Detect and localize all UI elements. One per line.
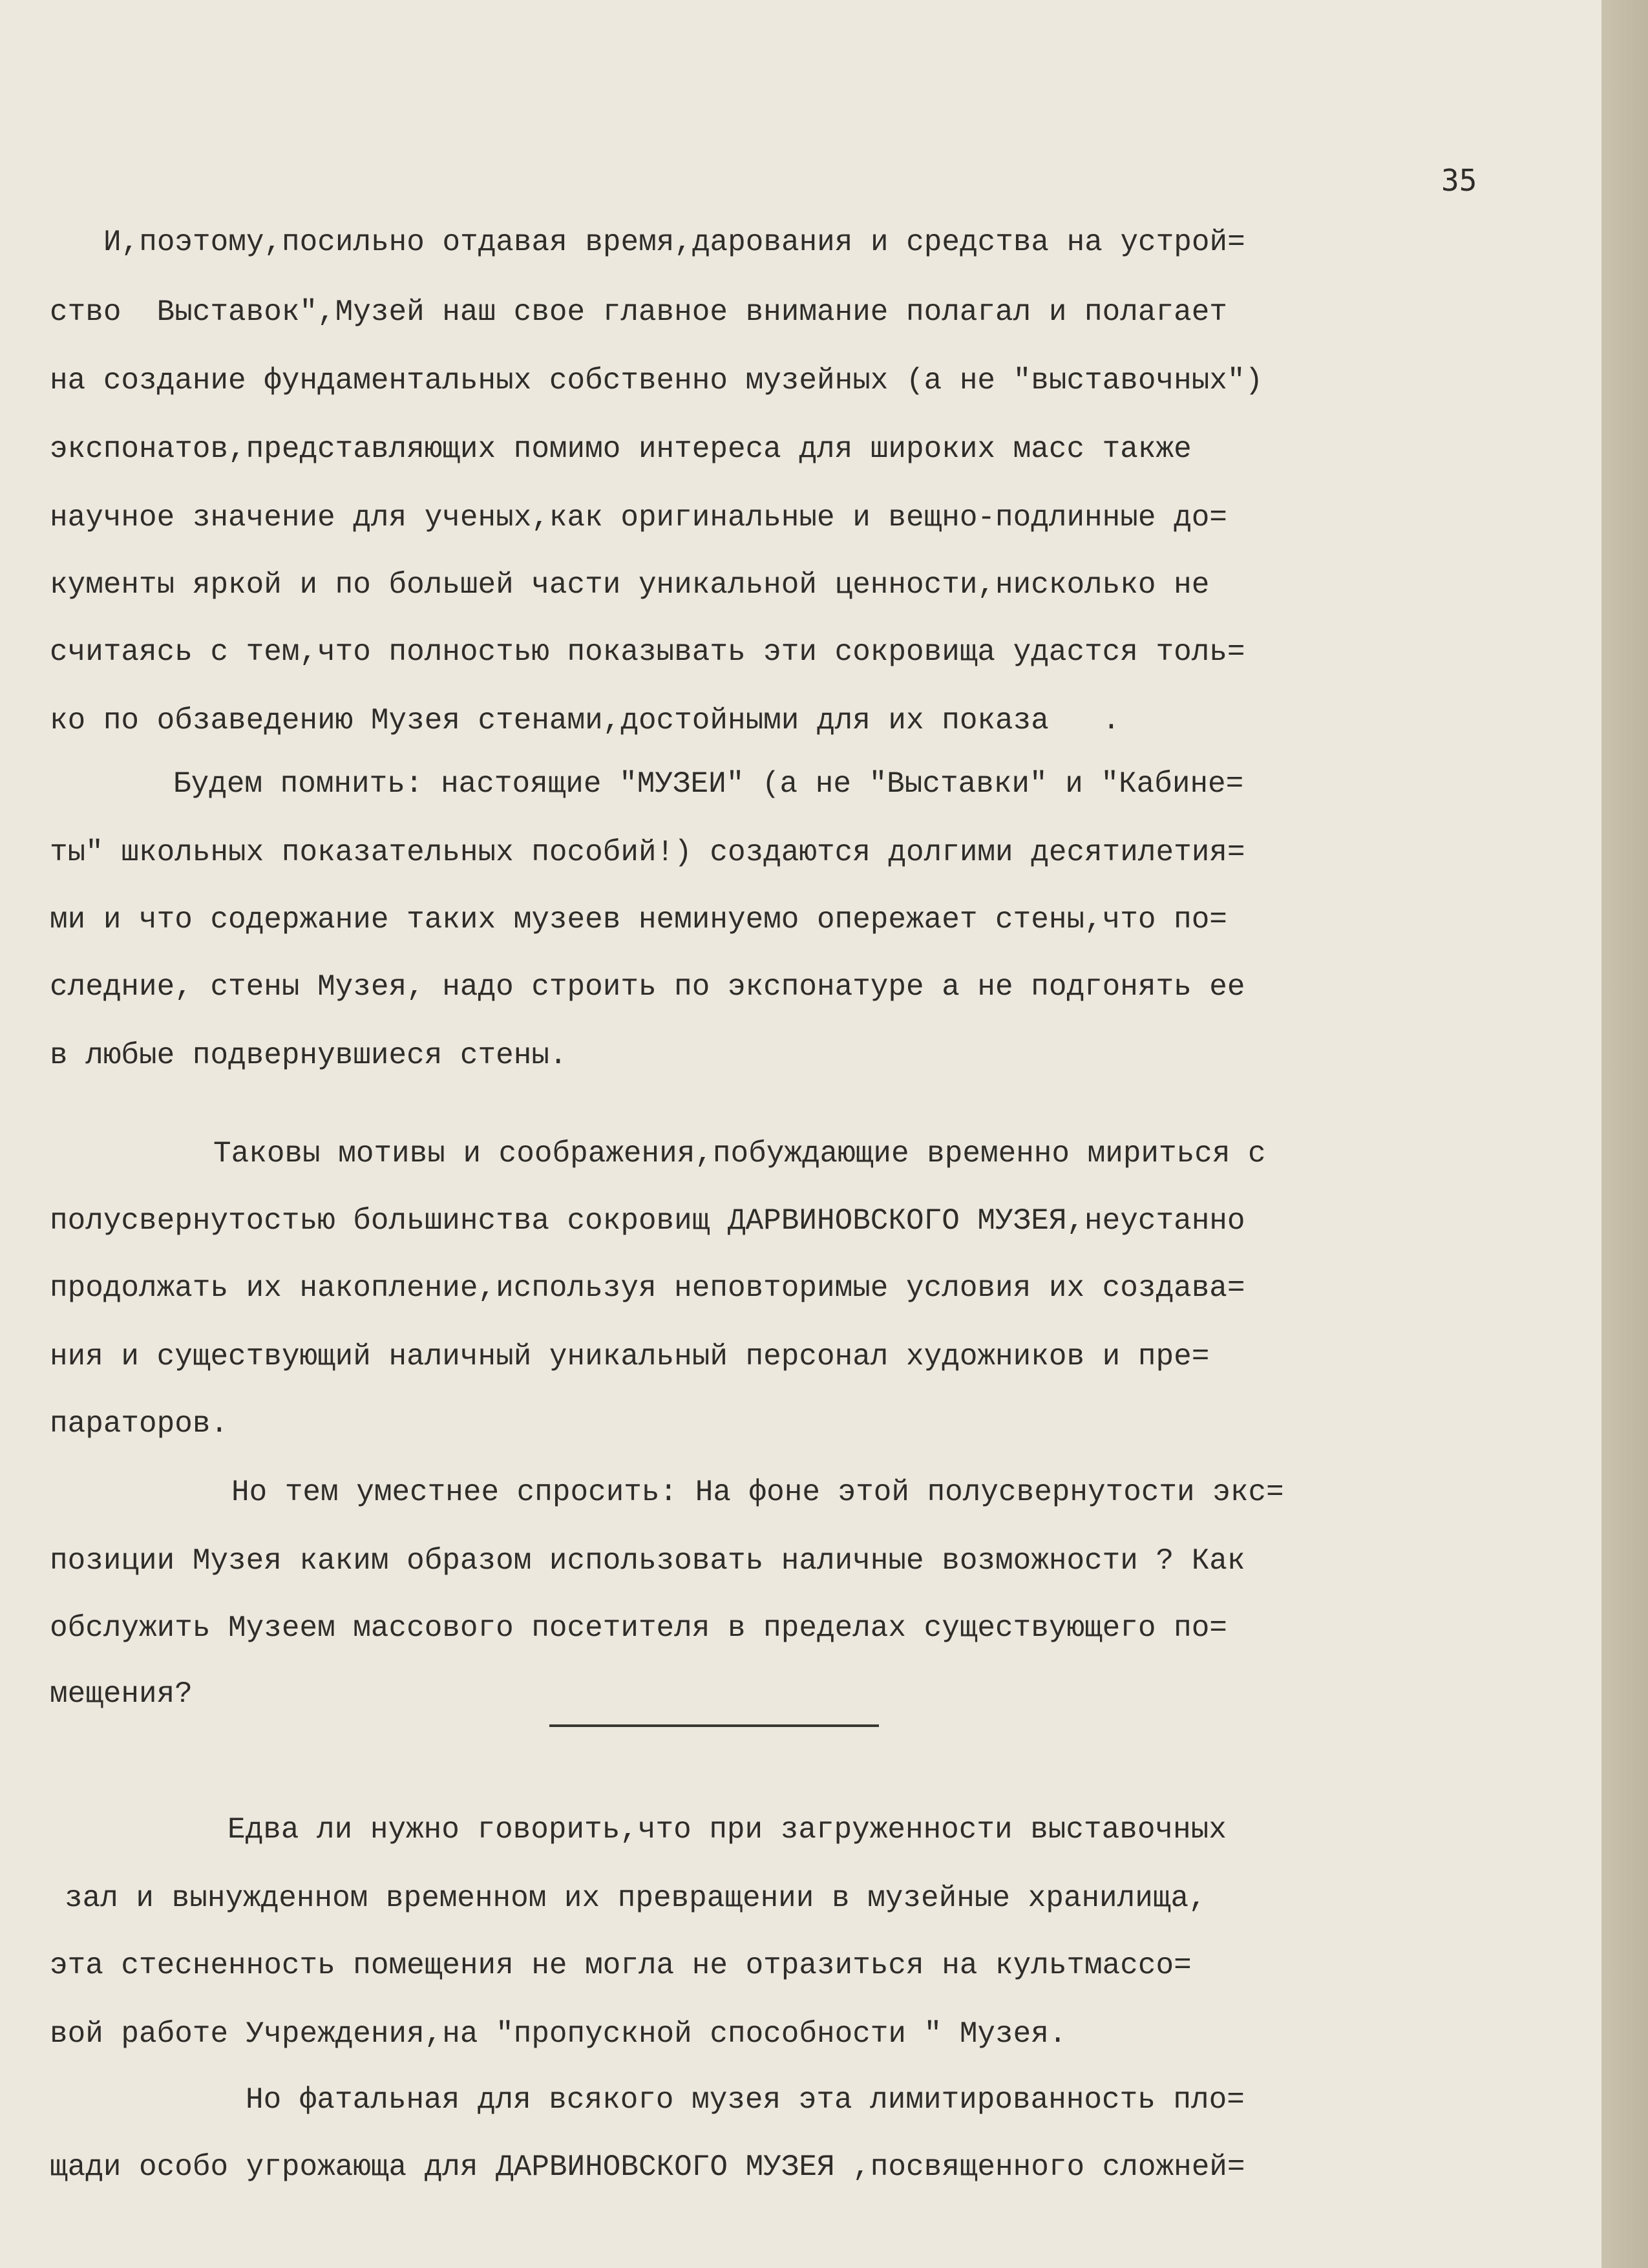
- text-line: позиции Музея каким образом использовать наличные возможности ? Как: [50, 1544, 1245, 1578]
- text-line: Таковы мотивы и соображения,побуждающие временно мириться с: [213, 1137, 1266, 1171]
- text-line: кументы яркой и по большей части уникальной ценности,нисколько не: [50, 568, 1210, 602]
- text-line: обслужить Музеем массового посетителя в пределах существующего по=: [50, 1611, 1227, 1645]
- text-line: полусвернутостью большинства сокровищ ДАРВИНОВСКОГО МУЗЕЯ,неустанно: [50, 1204, 1245, 1238]
- text-line: считаясь с тем,что полностью показывать эти сокровища удастся толь=: [50, 635, 1245, 669]
- text-line: вой работе Учреждения,на "пропускной способности " Музея.: [50, 2017, 1067, 2051]
- text-line: параторов.: [50, 1407, 229, 1441]
- page-edge: [1601, 0, 1648, 2268]
- text-line: ми и что содержание таких музеев неминуемо опережает стены,что по=: [50, 903, 1227, 937]
- text-line: следние, стены Музея, надо строить по экспонатуре а не подгонять ее: [50, 970, 1245, 1004]
- page-number: 35: [1441, 163, 1477, 198]
- text-line: ты" школьных показательных пособий!) создаются долгими десятилетия=: [50, 836, 1245, 869]
- section-divider: [549, 1724, 879, 1727]
- text-line: Но тем уместнее спросить: На фоне этой полусвернутости экс=: [231, 1476, 1284, 1509]
- text-line: И,поэтому,посильно отдавая время,дарования и средства на устрой=: [103, 226, 1245, 259]
- text-line: Но фатальная для всякого музея эта лимитированность пло=: [246, 2083, 1245, 2117]
- text-line: эта стесненность помещения не могла не отразиться на культмассо=: [50, 1949, 1192, 1982]
- text-line: экспонатов,представляющих помимо интереса для широких масс также: [50, 432, 1192, 466]
- text-line: Едва ли нужно говорить,что при загруженности выставочных: [227, 1813, 1227, 1847]
- text-line: мещения?: [50, 1677, 193, 1711]
- text-line: на создание фундаментальных собственно музейных (а не "выставочных"): [50, 364, 1263, 397]
- text-line: ко по обзаведению Музея стенами,достойными для их показа .: [50, 704, 1121, 737]
- text-line: зал и вынужденном временном их превращении в музейные хранилища,: [65, 1881, 1207, 1915]
- text-line: щади особо угрожающа для ДАРВИНОВСКОГО МУЗЕЯ ,посвященного сложней=: [50, 2150, 1245, 2184]
- text-line: ния и существующий наличный уникальный персонал художников и пре=: [50, 1340, 1210, 1373]
- text-line: продолжать их накопление,используя неповторимые условия их создава=: [50, 1271, 1245, 1305]
- text-line: научное значение для ученых,как оригинальные и вещно-подлинные до=: [50, 501, 1227, 535]
- text-line: ство Выставок",Музей наш свое главное внимание полагал и полагает: [50, 295, 1227, 329]
- text-line: в любые подвернувшиеся стены.: [50, 1039, 567, 1072]
- text-line: Будем помнить: настоящие "МУЗЕИ" (а не "Выставки" и "Кабине=: [173, 767, 1244, 801]
